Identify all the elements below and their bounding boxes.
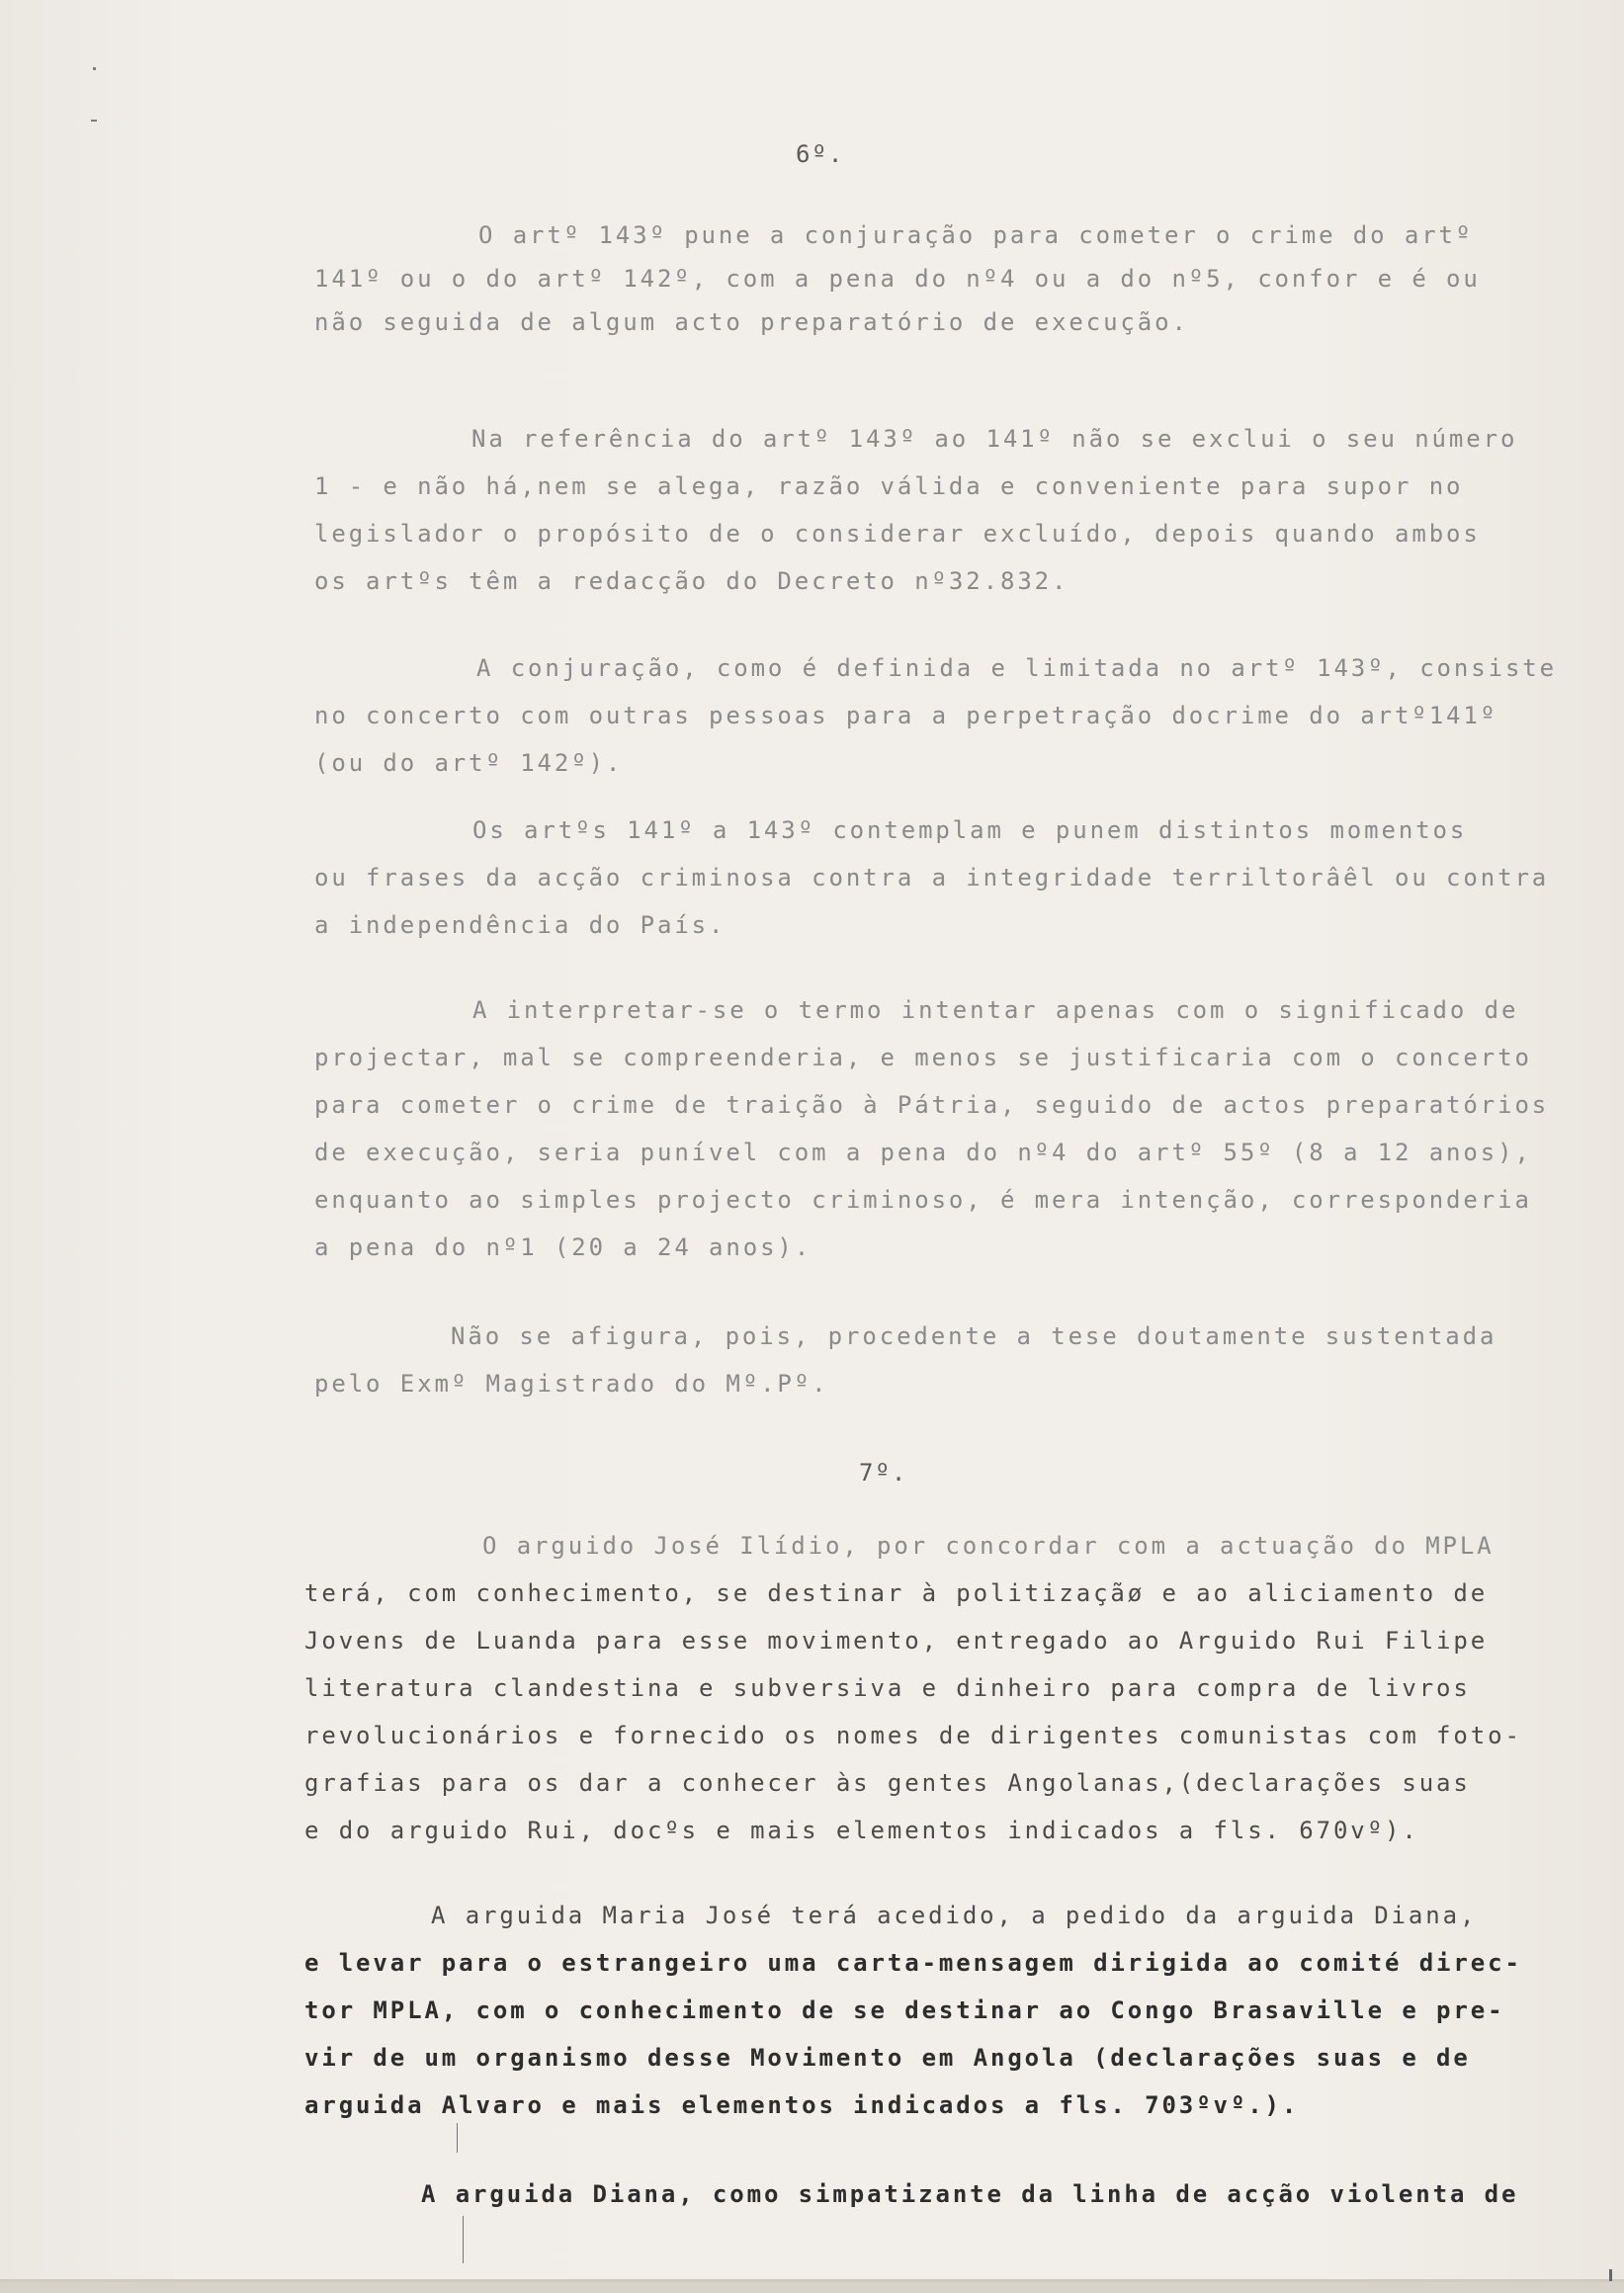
text-line: ou frases da acção criminosa contra a integridade terriltorâêl ou contra [314, 864, 1550, 892]
text-line: a pena do nº1 (20 a 24 anos). [314, 1233, 812, 1261]
text-line: a independência do País. [314, 911, 727, 939]
text-line: revolucionários e fornecido os nomes de dirigentes comunistas com foto- [304, 1722, 1522, 1749]
text-line: arguida Alvaro e mais elementos indicados a fls. 703ºvº.). [304, 2091, 1300, 2119]
ink-mark [463, 2216, 464, 2263]
page-number: 6º. [796, 140, 845, 168]
scan-edge-mark [1609, 2269, 1612, 2281]
text-line: Não se afigura, pois, procedente a tese doutamente sustentada [451, 1322, 1497, 1350]
text-line: (ou do artº 142º). [314, 749, 624, 777]
text-line: no concerto com outras pessoas para a perpetração docrime do artº141º [314, 702, 1498, 729]
text-line: não seguida de algum acto preparatório de execução. [314, 308, 1189, 336]
text-line: terá, com conhecimento, se destinar à politizaçãø e ao aliciamento de [304, 1579, 1489, 1607]
text-line: legislador o propósito de o considerar excluído, depois quando ambos [314, 520, 1481, 548]
section-number: 7º. [859, 1459, 908, 1486]
text-line: 141º ou o do artº 142º, com a pena do nº4 ou a do nº5, confor e é ou [314, 265, 1481, 293]
text-line: literatura clandestina e subversiva e dinheiro para compra de livros [304, 1674, 1471, 1702]
text-line: grafias para os dar a conhecer às gentes Angolanas,(declarações suas [304, 1769, 1471, 1797]
text-line: Na referência do artº 143º ao 141º não se exclui o seu número [471, 425, 1518, 453]
text-line: O artº 143º pune a conjuração para cometer o crime do artº [478, 221, 1474, 249]
text-line: e do arguido Rui, docºs e mais elementos indicados a fls. 670vº). [304, 1817, 1419, 1844]
text-line: A arguida Diana, como simpatizante da linha de acção violenta de [421, 2180, 1519, 2208]
text-line: de execução, seria punível com a pena do nº4 do artº 55º (8 a 12 anos), [314, 1139, 1532, 1166]
scan-bottom-edge [0, 2279, 1624, 2293]
text-line: 1 - e não há,nem se alega, razão válida e conveniente para supor no [314, 472, 1464, 500]
text-line: A conjuração, como é definida e limitada no artº 143º, consiste [476, 654, 1558, 682]
text-line: os artºs têm a redacção do Decreto nº32.832. [314, 567, 1069, 595]
text-line: tor MPLA, com o conhecimento de se destinar ao Congo Brasaville e pre- [304, 1996, 1505, 2024]
ink-mark [457, 2123, 458, 2153]
text-line: A arguida Maria José terá acedido, a pedido da arguida Diana, [431, 1902, 1478, 1929]
text-line: A interpretar-se o termo intentar apenas com o significado de [472, 996, 1519, 1024]
text-line: projectar, mal se compreenderia, e menos se justificaria com o concerto [314, 1044, 1532, 1071]
text-line: Jovens de Luanda para esse movimento, entregado ao Arguido Rui Filipe [304, 1627, 1489, 1655]
text-line: O arguido José Ilídio, por concordar com a actuação do MPLA [482, 1532, 1495, 1560]
scan-speck [91, 120, 97, 122]
text-line: vir de um organismo desse Movimento em Angola (declarações suas e de [304, 2044, 1471, 2072]
text-line: Os artºs 141º a 143º contemplam e punem distintos momentos [472, 816, 1468, 844]
text-line: para cometer o crime de traição à Pátria, seguido de actos preparatórios [314, 1091, 1550, 1119]
scan-speck [93, 67, 96, 70]
text-line: e levar para o estrangeiro uma carta-mensagem dirigida ao comité direc- [304, 1949, 1522, 1977]
text-line: pelo Exmº Magistrado do Mº.Pº. [314, 1370, 829, 1398]
text-line: enquanto ao simples projecto criminoso, é mera intenção, corresponderia [314, 1186, 1532, 1214]
